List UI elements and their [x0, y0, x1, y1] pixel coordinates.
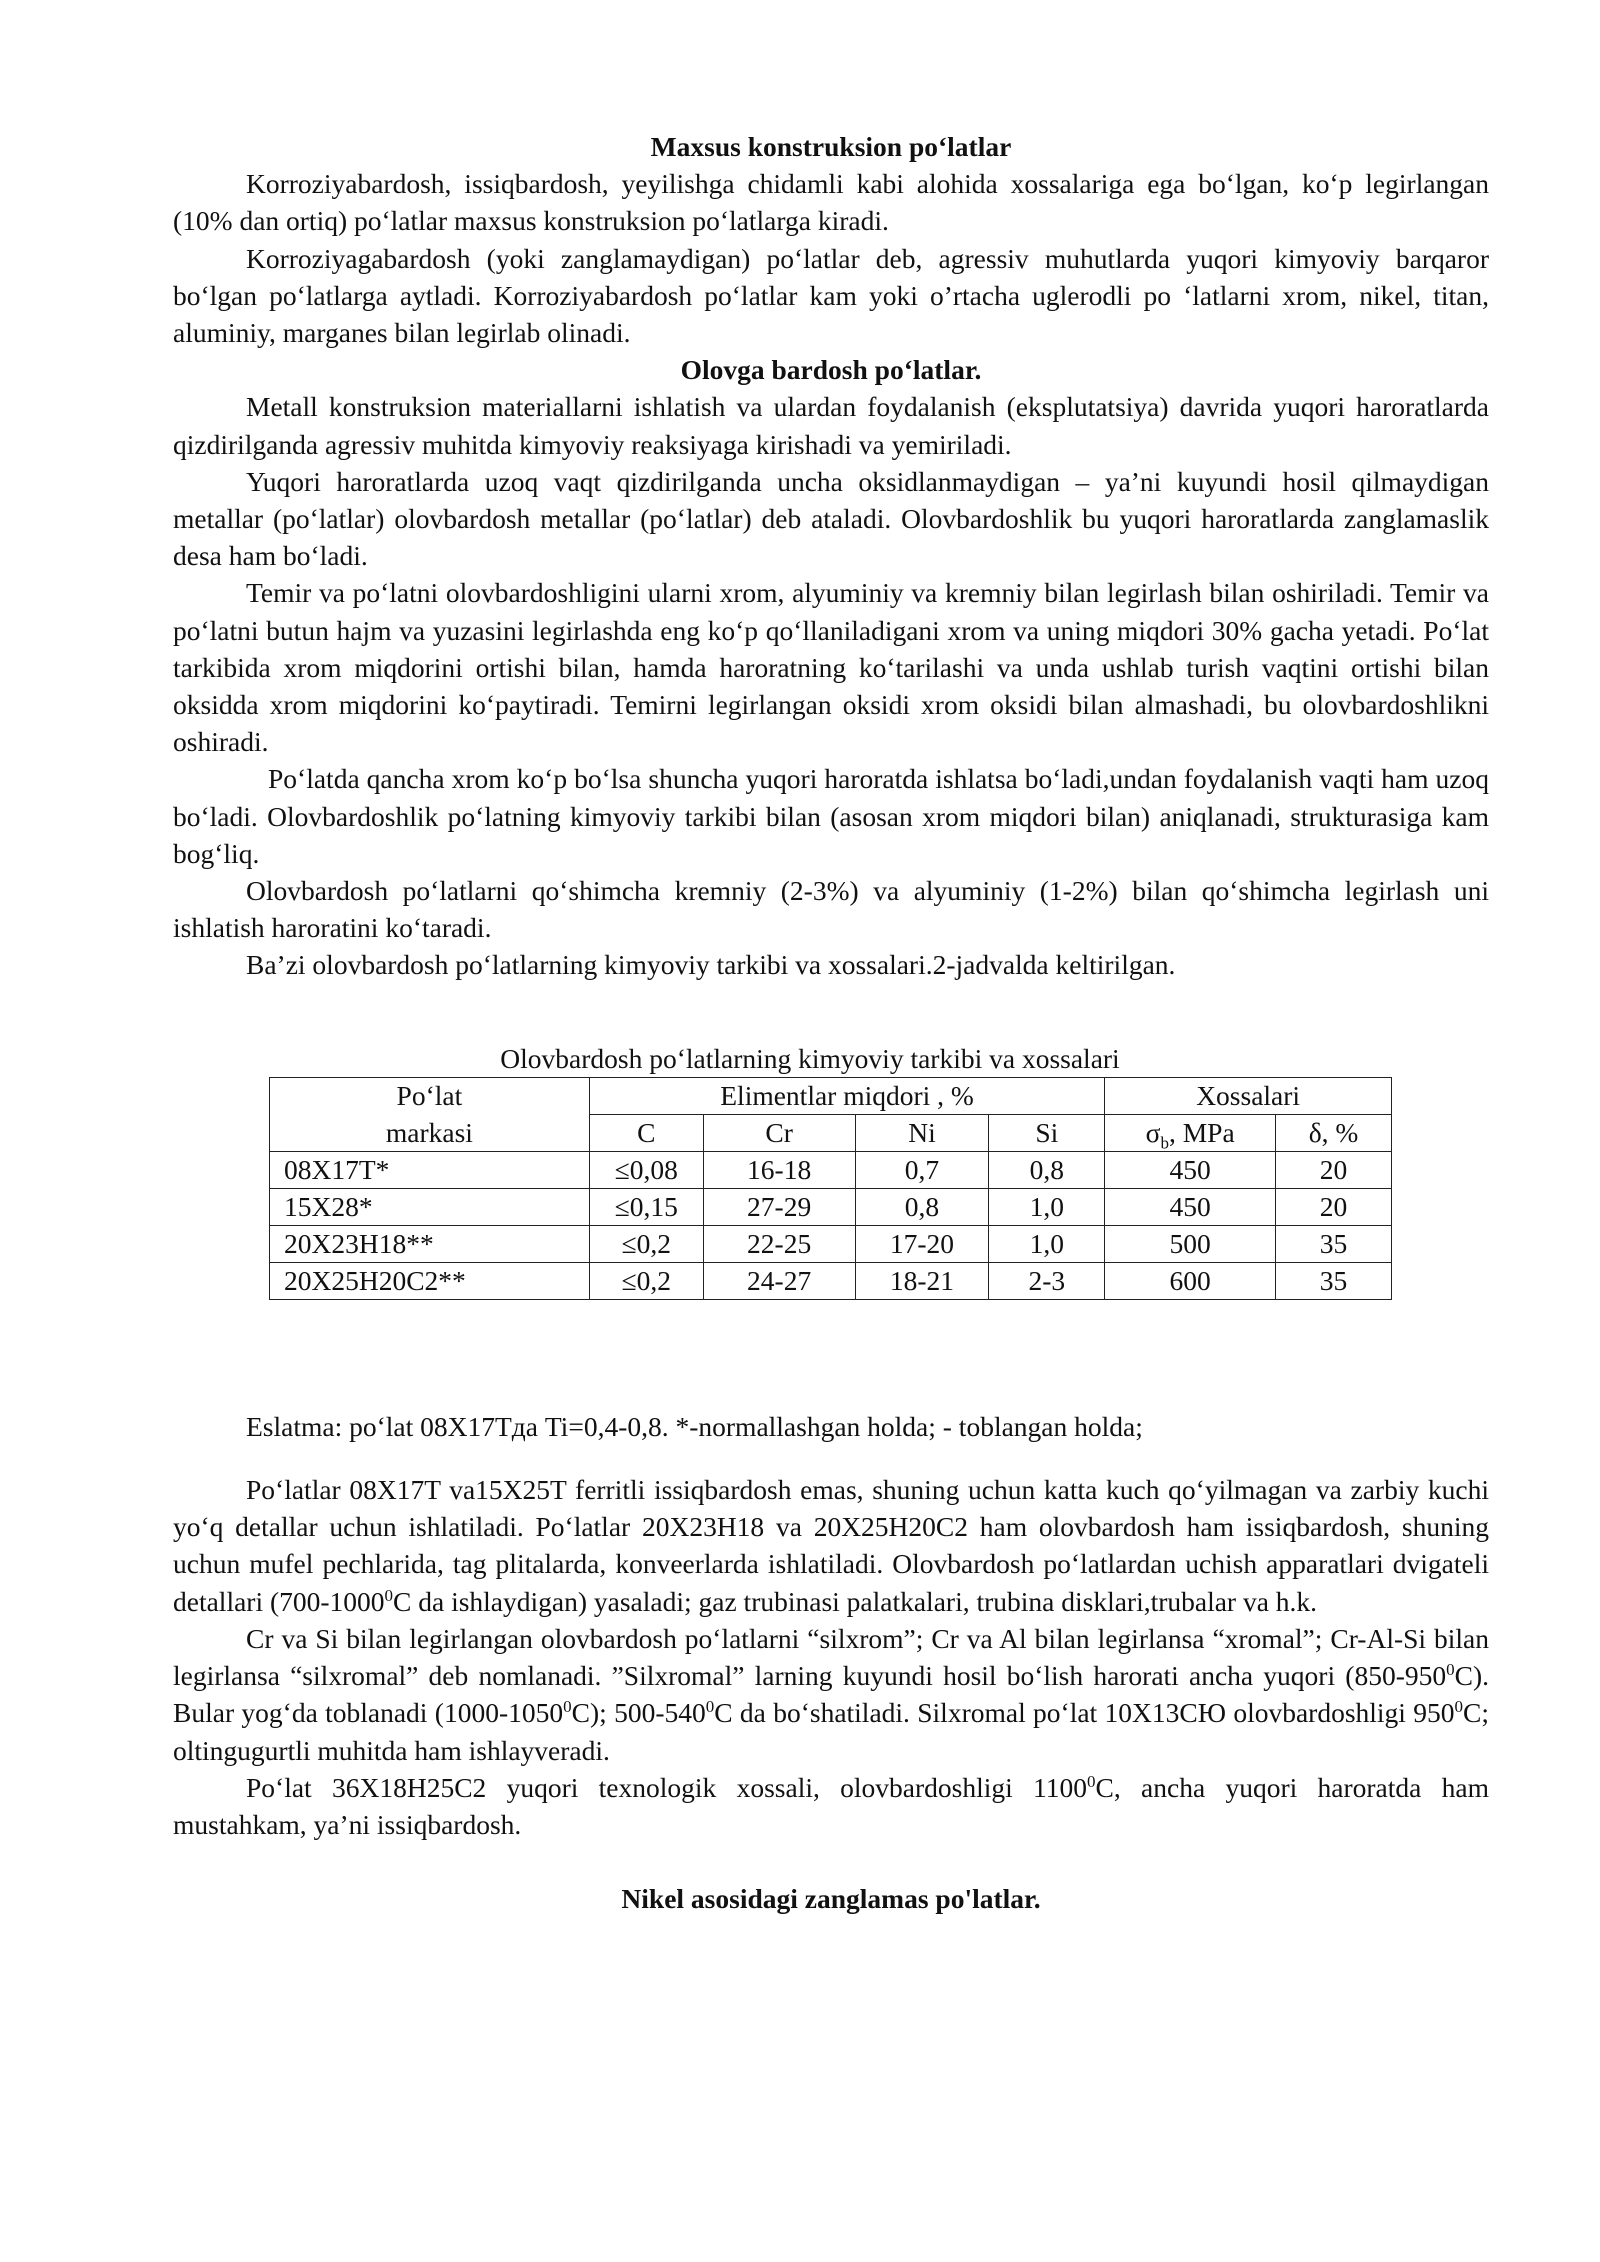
table-cell: 600 [1105, 1262, 1276, 1299]
paragraph: Korroziyabardosh, issiqbardosh, yeyilishga chidamli kabi alohida xossalariga ega bo‘lgan, ko‘p legirlangan (10% dan ortiq) po‘latlar maxsus konstruksion po‘latlarga kiradi. [173, 168, 1489, 237]
paragraph [173, 1620, 1489, 1769]
paragraph [173, 1769, 1489, 1843]
table-cell: ≤0,2 [589, 1225, 703, 1262]
table-header-cell: Elimentlar miqdori , % [589, 1077, 1104, 1114]
text-run: Po‘lat 36X18H25C2 yuqori texnologik xossali, olovbardoshligi 1100 [246, 1771, 1088, 1803]
paragraph [173, 1471, 1489, 1620]
table-cell: 0,8 [855, 1188, 989, 1225]
table-cell: 22-25 [703, 1225, 855, 1262]
table-header-cell: C [589, 1114, 703, 1151]
section-title-special-steels: Maxsus konstruksion po‘latlar [650, 131, 1012, 162]
table-cell: 2-3 [989, 1262, 1105, 1299]
table-cell: 450 [1105, 1151, 1276, 1188]
sigma-subscript: b [1160, 1133, 1169, 1153]
text-run: Cr va Si bilan legirlangan olovbardosh po‘latlarni “silxrom”; Cr va Al bilan legirlansa “xromal”; Cr-Al-Si bilan legirlansa “silxromal” deb nomlanadi. ”Silxromal” larning kuyundi hosil bo‘lish harorati ancha yuqori (850-950 [173, 1622, 1489, 1692]
table-cell: 35 [1276, 1225, 1392, 1262]
table-row [270, 1188, 1392, 1225]
text-run: C); 500-540 [571, 1697, 706, 1729]
table-note: Eslatma: po‘lat 08X17Tда Ti=0,4-0,8. *-normallashgan holda; - toblangan holda; [246, 1410, 1143, 1442]
table-cell: 20X23H18** [270, 1225, 590, 1262]
composition-table [269, 1077, 1392, 1300]
table-cell: 20X25H20C2** [270, 1262, 590, 1299]
sigma-symbol: σ [1145, 1116, 1161, 1148]
table-cell: 1,0 [989, 1225, 1105, 1262]
table-cell: 500 [1105, 1225, 1276, 1262]
table-cell: 27-29 [703, 1188, 855, 1225]
text-run: C; oltingugurtli muhitda ham ishlayveradi. [173, 1697, 1490, 1766]
degree-mark: 0 [563, 1697, 572, 1717]
table-header-cell: Po‘lat [270, 1077, 590, 1114]
table-header-cell: δ, % [1276, 1114, 1392, 1151]
table-cell: 08X17T* [270, 1151, 590, 1188]
table-row [270, 1262, 1392, 1299]
degree-mark: 0 [1087, 1771, 1096, 1791]
degree-mark: 0 [1446, 1659, 1455, 1679]
text-run: C da ishlaydigan) yasaladi; gaz trubinasi palatkalari, trubina disklari,trubalar va h.k. [393, 1585, 1318, 1617]
section-title-nickel-steels: Nikel asosidagi zanglamas po'latlar. [621, 1883, 1041, 1915]
table-header-cell: Ni [855, 1114, 989, 1151]
table-cell: 1,0 [989, 1188, 1105, 1225]
text-run: C, ancha yuqori haroratda ham mustahkam, ya’ni issiqbardosh. [173, 1771, 1489, 1840]
text-run: C da bo‘shatiladi. Silxromal po‘lat 10X13CЮ olovbardoshligi 950 [714, 1697, 1455, 1729]
degree-mark: 0 [705, 1697, 715, 1717]
paragraph: Yuqori haroratlarda uzoq vaqt qizdirilganda uncha oksidlanmaydigan – ya’ni kuyundi hosil qilmaydigan metallar (po‘latlar) olovbardosh metallar (po‘latlar) deb ataladi. Olovbardoshlik bu yuqori haroratlarda zanglamaslik desa ham bo‘ladi. [173, 465, 1489, 572]
table-cell: 20 [1276, 1188, 1392, 1225]
table-cell: ≤0,15 [589, 1188, 703, 1225]
table-header-row [270, 1077, 1392, 1114]
table-header-cell [1105, 1114, 1276, 1151]
degree-mark: 0 [384, 1585, 394, 1605]
table-cell: ≤0,08 [589, 1151, 703, 1188]
paragraph: Ba’zi olovbardosh po‘latlarning kimyoviy tarkibi va xossalari.2-jadvalda keltirilgan. [246, 949, 1176, 981]
table-header-cell: Cr [703, 1114, 855, 1151]
document-page [173, 128, 1489, 1917]
table-header-row [270, 1114, 1392, 1151]
table-cell: 15X28* [270, 1188, 590, 1225]
sigma-unit: , MPa [1168, 1116, 1235, 1148]
section-title-heat-resistant-steels: Olovga bardosh po‘latlar. [680, 354, 982, 386]
table-cell: 18-21 [855, 1262, 989, 1299]
table-header-cell: Xossalari [1105, 1077, 1392, 1114]
table-row [270, 1151, 1392, 1188]
table-header-cell: markasi [270, 1114, 590, 1151]
paragraph: Temir va po‘latni olovbardoshligini ularni xrom, alyuminiy va kremniy bilan legirlash bilan oshiriladi. Temir va po‘latni butun hajm va yuzasini legirlashda eng ko‘p qo‘llaniladigani xrom va uning miqdori 30% gacha yetadi. Po‘lat tarkibida xrom miqdorini ortishi bilan, hamda haroratning ko‘tarilashi va unda ushlab turish vaqtini ortishi bilan oksidda xrom miqdorini ko‘paytiradi. Temirni legirlangan oksidi xrom oksidi bilan almashadi, bu olovbardoshlikni oshiradi. [173, 577, 1489, 758]
table-row [270, 1225, 1392, 1262]
table-cell: 20 [1276, 1151, 1392, 1188]
table-header-cell: Si [989, 1114, 1105, 1151]
paragraph: Metall konstruksion materiallarni ishlatish va ulardan foydalanish (eksplutatsiya) davrida yuqori haroratlarda qizdirilganda agressiv muhitda kimyoviy reaksiyaga kirishadi va yemiriladi. [173, 391, 1489, 460]
table-caption: Olovbardosh po‘latlarning kimyoviy tarkibi va xossalari [500, 1042, 1120, 1074]
text-run: C). Bular yog‘da toblanadi (1000-1050 [173, 1660, 1489, 1729]
paragraph: Olovbardosh po‘latlarni qo‘shimcha kremniy (2-3%) va alyuminiy (1-2%) bilan qo‘shimcha legirlash uni ishlatish haroratini ko‘taradi. [173, 875, 1489, 944]
table-cell: 35 [1276, 1262, 1392, 1299]
table-cell: 17-20 [855, 1225, 989, 1262]
text-run: Po‘latlar 08X17T va15X25T ferritli issiqbardosh emas, shuning uchun katta kuch qo‘yilmagan va zarbiy kuchi yo‘q detallar uchun ishlatiladi. Po‘latlar 20X23H18 va 20X25H20C2 ham olovbardosh ham issiqbardosh, shuning uchun mufel pechlarida, tag plitalarda, konveerlarda ishlatiladi. Olovbardosh po‘latlardan uchish apparatlari dvigateli detallari (700-1000 [173, 1474, 1489, 1617]
table-cell: 16-18 [703, 1151, 855, 1188]
paragraph: Korroziyagabardosh (yoki zanglamaydigan) po‘latlar deb, agressiv muhutlarda yuqori kimyoviy barqaror bo‘lgan po‘latlarga aytladi. Korroziyabardosh po‘latlar kam yoki o’rtacha uglerodli po ‘latlarni xrom, nikel, titan, aluminiy, marganes bilan legirlab olinadi. [173, 242, 1489, 349]
degree-mark: 0 [1454, 1697, 1464, 1717]
paragraph: Po‘latda qancha xrom ko‘p bo‘lsa shuncha yuqori haroratda ishlatsa bo‘ladi,undan foydalanish vaqti ham uzoq bo‘ladi. Olovbardoshlik po‘latning kimyoviy tarkibi bilan (asosan xrom miqdori bilan) aniqlanadi, strukturasiga kam bog‘liq. [173, 763, 1489, 869]
table-cell: 0,7 [855, 1151, 989, 1188]
table-cell: 0,8 [989, 1151, 1105, 1188]
table-cell: ≤0,2 [589, 1262, 703, 1299]
table-cell: 24-27 [703, 1262, 855, 1299]
table-cell: 450 [1105, 1188, 1276, 1225]
